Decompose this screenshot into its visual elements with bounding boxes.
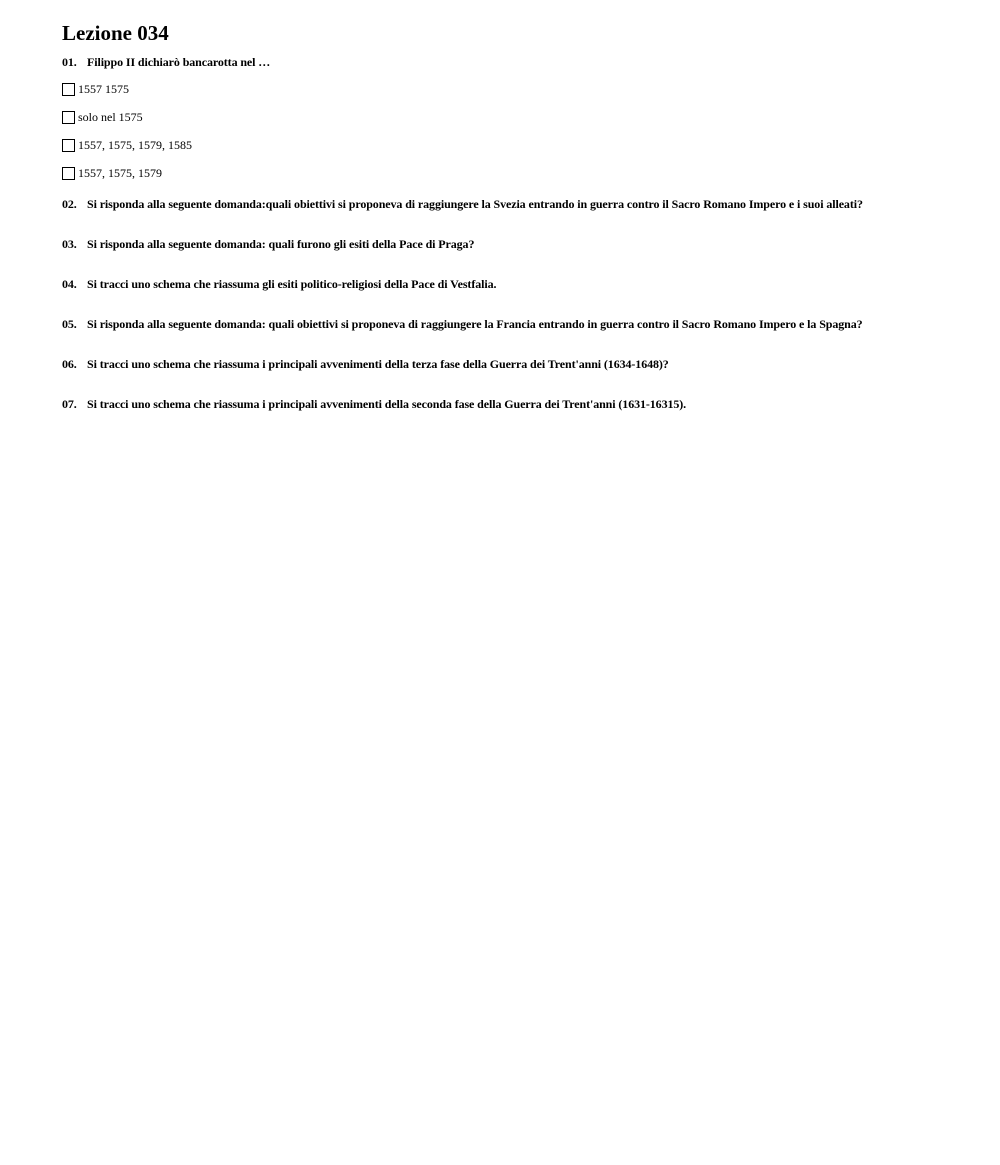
question-text: Si tracci uno schema che riassuma gli esiti politico-religiosi della Pace di Vestfalia. (87, 277, 497, 291)
question-number: 01. (62, 55, 77, 69)
question-text: Si risponda alla seguente domanda:quali obiettivi si proponeva di raggiungere la Svezia entrando in guerra contro il Sacro Romano Impero e i suoi alleati? (87, 197, 863, 211)
answer-options (62, 81, 962, 181)
answer-option-label: 1557, 1575, 1579, 1585 (78, 137, 192, 152)
question-text: Si risponda alla seguente domanda: quali furono gli esiti della Pace di Praga? (87, 237, 475, 251)
question-04 (62, 277, 962, 292)
question-number: 07. (62, 397, 77, 411)
question-05 (62, 317, 962, 332)
question-07 (62, 397, 962, 412)
question-number: 03. (62, 237, 77, 251)
question-03 (62, 237, 962, 252)
quiz-page (62, 20, 962, 412)
answer-option[interactable] (62, 165, 962, 181)
checkbox-icon[interactable] (62, 167, 75, 180)
question-text: Filippo II dichiarò bancarotta nel … (87, 55, 271, 69)
question-number: 06. (62, 357, 77, 371)
question-text: Si tracci uno schema che riassuma i principali avvenimenti della seconda fase della Guerra dei Trent'anni (1631-16315). (87, 397, 687, 411)
answer-option[interactable] (62, 137, 962, 153)
checkbox-icon[interactable] (62, 139, 75, 152)
answer-option-label: solo nel 1575 (78, 109, 143, 124)
checkbox-icon[interactable] (62, 111, 75, 124)
question-02 (62, 197, 962, 212)
answer-option-label: 1557, 1575, 1579 (78, 165, 162, 180)
checkbox-icon[interactable] (62, 83, 75, 96)
question-text: Si risponda alla seguente domanda: quali obiettivi si proponeva di raggiungere la Francia entrando in guerra contro il Sacro Romano Impero e la Spagna? (87, 317, 863, 331)
question-number: 02. (62, 197, 77, 211)
question-number: 04. (62, 277, 77, 291)
lesson-title: Lezione 034 (62, 21, 169, 45)
answer-option[interactable] (62, 109, 962, 125)
question-number: 05. (62, 317, 77, 331)
question-06 (62, 357, 962, 372)
answer-option-label: 1557 1575 (78, 81, 129, 96)
question-01 (62, 55, 962, 70)
question-text: Si tracci uno schema che riassuma i principali avvenimenti della terza fase della Guerra dei Trent'anni (1634-1648)? (87, 357, 669, 371)
answer-option[interactable] (62, 81, 962, 97)
